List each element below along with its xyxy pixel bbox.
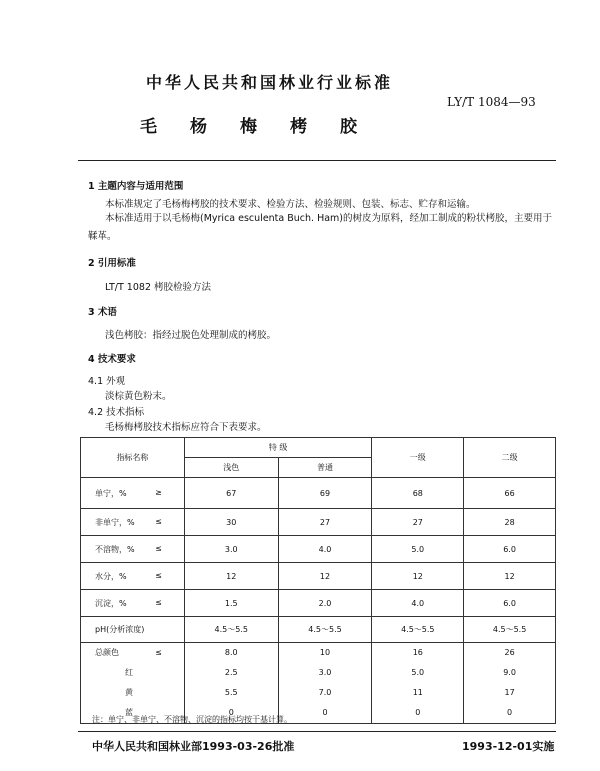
effective-date: 1993-12-01实施 [462, 740, 555, 753]
standard-code: LY/T 1084—93 [447, 95, 536, 109]
comparison-symbol: ≤ [155, 570, 162, 580]
section-3-heading: 3 术语 [88, 307, 117, 318]
cell-yellow: 5.5 [224, 688, 238, 697]
header-ordinary: 普通 [278, 458, 372, 478]
cell-blue: 0 [228, 708, 234, 717]
cell-red: 5.0 [411, 668, 425, 677]
row-name: 水分，% [95, 571, 127, 581]
spec-intro-text: 毛杨梅栲胶技术指标应符合下表要求。 [105, 422, 267, 433]
cell-light: 3.0 [184, 536, 278, 563]
cell-red: 9.0 [503, 668, 516, 677]
color-blue-label: 蓝 [125, 708, 133, 717]
color-yellow-label: 黄 [125, 688, 133, 697]
color-row [81, 643, 556, 724]
cell-ordinary: 27 [278, 509, 372, 536]
cell-yellow: 17 [504, 688, 515, 697]
color-red-label: 红 [125, 668, 133, 677]
cell-ordinary: 4.0 [278, 536, 372, 563]
term-definition: 浅色栲胶：指经过脱色处理制成的栲胶。 [105, 330, 277, 341]
cell-grade-1: 4.0 [372, 590, 464, 617]
row-name: 非单宁，% [95, 517, 135, 527]
reference-standard: LT/T 1082 栲胶检验方法 [105, 282, 212, 293]
table-row [81, 509, 556, 536]
cell-total: 10 [319, 648, 331, 657]
table-row [81, 563, 556, 590]
row-name: 不溶物，% [95, 544, 135, 554]
row-name: 总颜色 [95, 648, 119, 657]
table-row [81, 536, 556, 563]
cell-ordinary: 2.0 [278, 590, 372, 617]
cell-grade-1: 12 [372, 563, 464, 590]
header-grade-2: 二级 [464, 438, 556, 478]
cell-blue: 0 [507, 708, 513, 717]
table-row [81, 590, 556, 617]
cell-grade-2: 12 [464, 563, 556, 590]
technical-spec-table [80, 437, 556, 724]
cell-blue: 0 [415, 708, 421, 717]
cell-grade-2: 28 [464, 509, 556, 536]
standard-category-title: 中华人民共和国林业行业标准 [146, 73, 394, 92]
cell-red: 3.0 [318, 668, 332, 677]
section-1-paragraph-1: 本标准规定了毛杨梅栲胶的技术要求、检验方法、检验规则、包装、标志、贮存和运输。 [105, 199, 476, 210]
section-4-2-heading: 4.2 技术指标 [88, 407, 145, 418]
section-1-paragraph-2: 本标准适用于以毛杨梅(Myrica esculenta Buch. Ham)的树皮为原料，经加工制成的粉状栲胶，主要用于鞣革。 [88, 213, 552, 242]
cell-total: 26 [504, 648, 515, 657]
footer-rule [78, 731, 556, 732]
cell-grade-2: 6.0 [464, 590, 556, 617]
header-rule [78, 160, 556, 161]
cell-light: 1.5 [184, 590, 278, 617]
table-note: 注：单宁、非单宁、不溶物、沉淀的指标均按干基计算。 [92, 715, 292, 724]
cell-light: 30 [184, 509, 278, 536]
cell-grade-1: 27 [372, 509, 464, 536]
comparison-symbol: ≤ [155, 543, 162, 553]
section-2-heading: 2 引用标准 [88, 258, 136, 269]
cell-light: 12 [184, 563, 278, 590]
cell-light: 67 [184, 478, 278, 509]
cell-grade-1 [372, 643, 464, 724]
cell-total: 8.0 [224, 648, 238, 657]
cell-ordinary: 4.5～5.5 [278, 617, 372, 643]
comparison-symbol: ≤ [155, 648, 162, 657]
comparison-symbol: ≤ [155, 597, 162, 607]
approval-line: 中华人民共和国林业部1993-03-26批准 [92, 740, 295, 753]
row-name: pH(分析浓度) [95, 625, 145, 634]
cell-blue: 0 [322, 708, 328, 717]
table-row [81, 617, 556, 643]
cell-ordinary: 69 [278, 478, 372, 509]
section-1-heading: 1 主题内容与适用范围 [88, 181, 184, 192]
cell-grade-2: 6.0 [464, 536, 556, 563]
cell-grade-2: 4.5～5.5 [464, 617, 556, 643]
cell-red: 2.5 [224, 668, 238, 677]
cell-grade-1: 68 [372, 478, 464, 509]
cell-ordinary [278, 643, 372, 724]
cell-yellow: 7.0 [318, 688, 332, 697]
cell-ordinary: 12 [278, 563, 372, 590]
section-4-heading: 4 技术要求 [88, 354, 136, 365]
section-4-1-heading: 4.1 外观 [88, 376, 126, 387]
table-row [81, 478, 556, 509]
header-light: 浅色 [184, 458, 278, 478]
cell-grade-1: 4.5～5.5 [372, 617, 464, 643]
comparison-symbol: ≥ [155, 487, 162, 497]
row-name: 单宁，% [95, 488, 127, 498]
document-title: 毛杨梅栲胶 [140, 117, 390, 137]
row-name: 沉淀，% [95, 598, 127, 608]
header-indicator-name: 指标名称 [81, 438, 185, 478]
cell-grade-1: 5.0 [372, 536, 464, 563]
cell-light [184, 643, 278, 724]
cell-grade-2: 66 [464, 478, 556, 509]
cell-light: 4.5～5.5 [184, 617, 278, 643]
cell-yellow: 11 [412, 688, 423, 697]
comparison-symbol: ≤ [155, 516, 162, 526]
cell-grade-2 [464, 643, 556, 724]
appearance-text: 淡棕黄色粉末。 [105, 391, 172, 402]
cell-total: 16 [412, 648, 423, 657]
header-grade-1: 一级 [372, 438, 464, 478]
header-special-grade: 特 级 [184, 438, 372, 458]
